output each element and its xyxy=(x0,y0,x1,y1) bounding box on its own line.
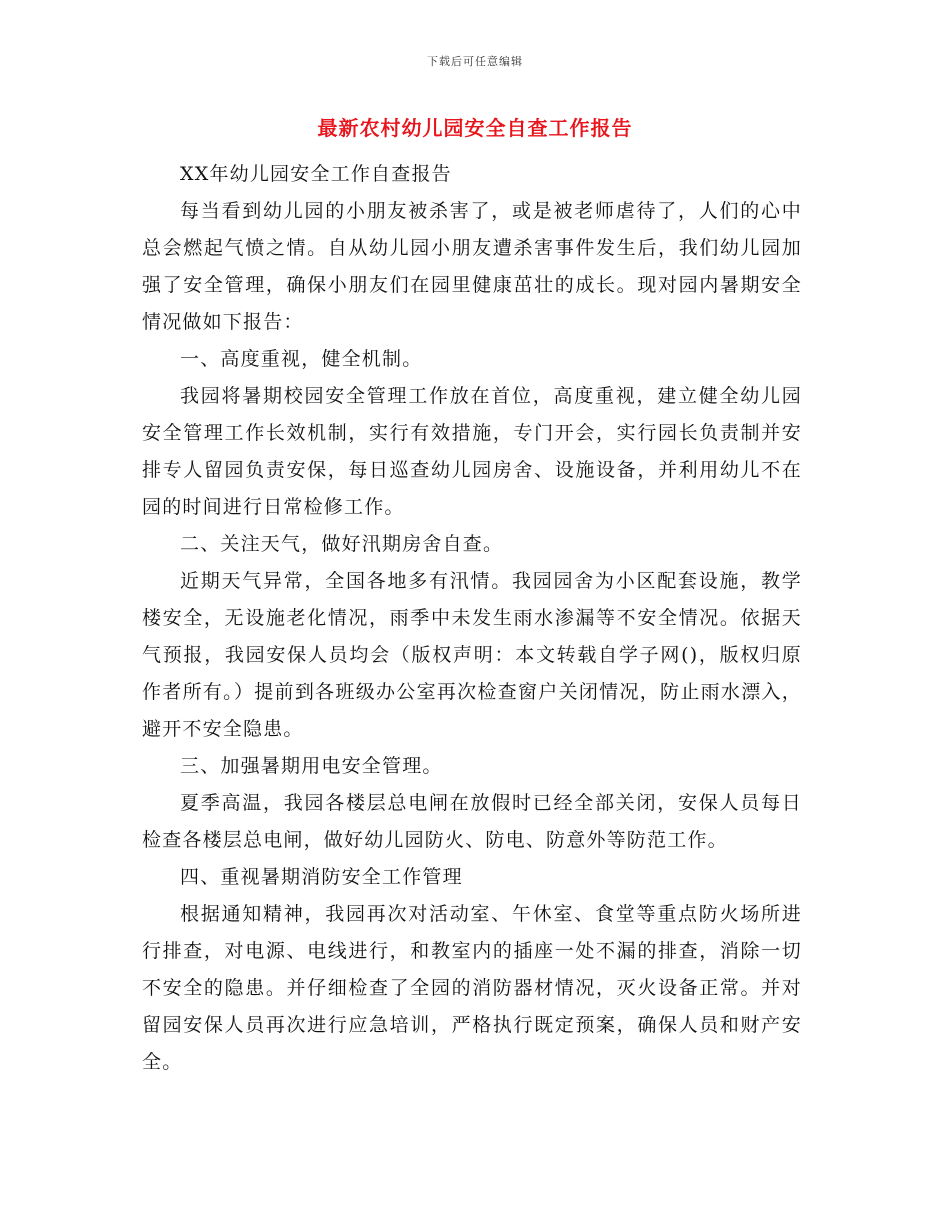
section-heading-1: 一、高度重视，健全机制。 xyxy=(180,348,423,370)
paragraph-section-2: 近期天气异常，全国各地多有汛情。我园园舍为小区配套设施，教学楼安全，无设施老化情况，雨季中未发生雨水渗漏等不安全情况。依据天气预报，我园安保人员均会（版权声明：本文转载自学子网()，版权归原作者所有。）提前到各班级办公室再次检查窗户关闭情况，防止雨水漂入，避开不安全隐患。 xyxy=(142,570,802,740)
header-note: 下载后可任意编辑 xyxy=(427,55,523,68)
paragraph-intro: 每当看到幼儿园的小朋友被杀害了，或是被老师虐待了，人们的心中总会燃起气愤之情。自从幼儿园小朋友遭杀害事件发生后，我们幼儿园加强了安全管理，确保小朋友们在园里健康茁壮的成长。现对园内暑期安全情况做如下报告： xyxy=(142,200,802,333)
section-heading-3: 三、加强暑期用电安全管理。 xyxy=(180,755,443,777)
section-heading-4: 四、重视暑期消防安全工作管理 xyxy=(180,866,463,888)
paragraph-section-1: 我园将暑期校园安全管理工作放在首位，高度重视，建立健全幼儿园安全管理工作长效机制，实行有效措施，专门开会，实行园长负责制并安排专人留园负责安保，每日巡查幼儿园房舍、设施设备，并利用幼儿不在园的时间进行日常检修工作。 xyxy=(142,385,802,518)
document-body xyxy=(142,156,802,1081)
section-heading-2: 二、关注天气，做好汛期房舍自查。 xyxy=(180,533,504,555)
document-title: 最新农村幼儿园安全自查工作报告 xyxy=(317,116,633,140)
paragraph-subtitle: XX年幼儿园安全工作自查报告 xyxy=(180,163,452,185)
paragraph-section-3: 夏季高温，我园各楼层总电闸在放假时已经全部关闭，安保人员每日检查各楼层总电闸，做好幼儿园防火、防电、防意外等防范工作。 xyxy=(142,792,802,851)
paragraph-section-4: 根据通知精神，我园再次对活动室、午休室、食堂等重点防火场所进行排查，对电源、电线进行，和教室内的插座一处不漏的排查，消除一切不安全的隐患。并仔细检查了全园的消防器材情况，灭火设备正常。并对留园安保人员再次进行应急培训，严格执行既定预案，确保人员和财产安全。 xyxy=(142,903,802,1073)
